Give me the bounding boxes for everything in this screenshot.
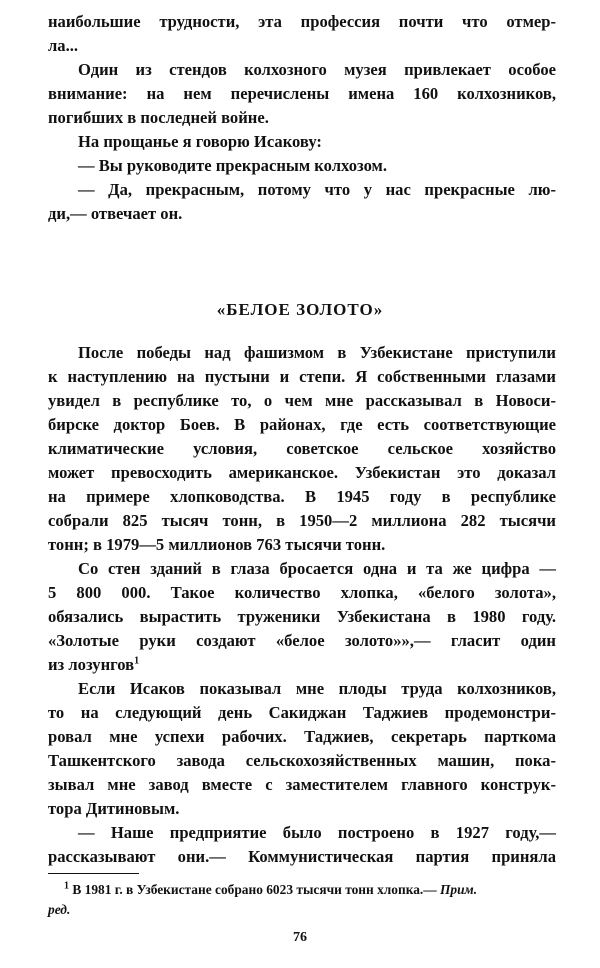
section-heading: «БЕЛОЕ ЗОЛОТО» [216,300,384,319]
text-line: то на следующий день Сакиджан Таджиев продемонстри- [48,703,556,722]
text-line: Со стен зданий в глаза бросается одна и та же цифра — [78,559,556,578]
text-line: обязались вырастить труженики Узбекистана в 1980 году. [48,607,556,626]
page-number: 76 [293,930,307,945]
text-line: тора Дитиновым. [48,799,180,818]
footnote-text: В 1981 г. в Узбекистане собрано 6023 тысячи тонн хлопка.— [72,882,437,897]
footnote-ref: 1 [134,655,140,667]
text-line: собрали 825 тысяч тонн, в 1950—2 миллиона 282 тысячи [48,511,556,530]
text-line: 5 800 000. Такое количество хлопка, «белого золота», [48,583,556,602]
text-line: может превосходить американское. Узбекистан это доказал [48,463,556,482]
text-line: увидел в республике то, о чем мне рассказывал в Новоси- [48,391,556,410]
text-line: Один из стендов колхозного музея привлекает особое [78,60,556,79]
text-line: — Да, прекрасным, потому что у нас прекрасные лю- [78,180,556,199]
text-line: После победы над фашизмом в Узбекистане приступили [78,343,556,362]
text-line: На прощанье я говорю Исакову: [78,132,322,151]
text-line: — Вы руководите прекрасным колхозом. [78,156,388,175]
text-line: к наступлению на пустыни и степи. Я собственными глазами [48,367,556,386]
text-line [48,653,556,677]
text-line: ла... [48,36,79,55]
text-line: рассказывают они.— Коммунистическая партия приняла [48,847,556,866]
text-line: наибольшие трудности, эта профессия почти что отмер- [48,12,556,31]
text-line: ровал мне успехи рабочих. Таджиев, секретарь парткома [48,727,556,746]
footnote-note: Прим. [440,882,478,897]
text-line: — Наше предприятие было построено в 1927 году,— [78,823,556,842]
text-line: Ташкентского завода сельскохозяйственных машин, пока- [48,751,556,770]
text-line: зывал мне завод вместе с заместителем главного конструк- [48,775,556,794]
footnote-mark: 1 [64,880,69,892]
text-line: внимание: на нем перечислены имена 160 колхозников, [48,84,556,103]
text-line: тонн; в 1979—5 миллионов 763 тысячи тонн. [48,535,386,554]
text-line: Если Исаков показывал мне плоды труда колхозников, [78,679,556,698]
text-line: климатические условия, советское сельское хозяйство [48,439,556,458]
text-line: «Золотые руки создают «белое золото»»,— гласит один [48,631,556,650]
text-line: бирске доктор Боев. В районах, где есть соответствующие [48,415,556,434]
text-line: погибших в последней войне. [48,108,269,127]
text-line: ди,— отвечает он. [48,204,183,223]
text-fragment: из лозунгов [48,655,135,674]
footnote-line: ред. [48,902,71,917]
footnote-divider [48,873,139,874]
text-line: на примере хлопководства. В 1945 году в республике [48,487,556,506]
footnote-line [64,880,556,900]
